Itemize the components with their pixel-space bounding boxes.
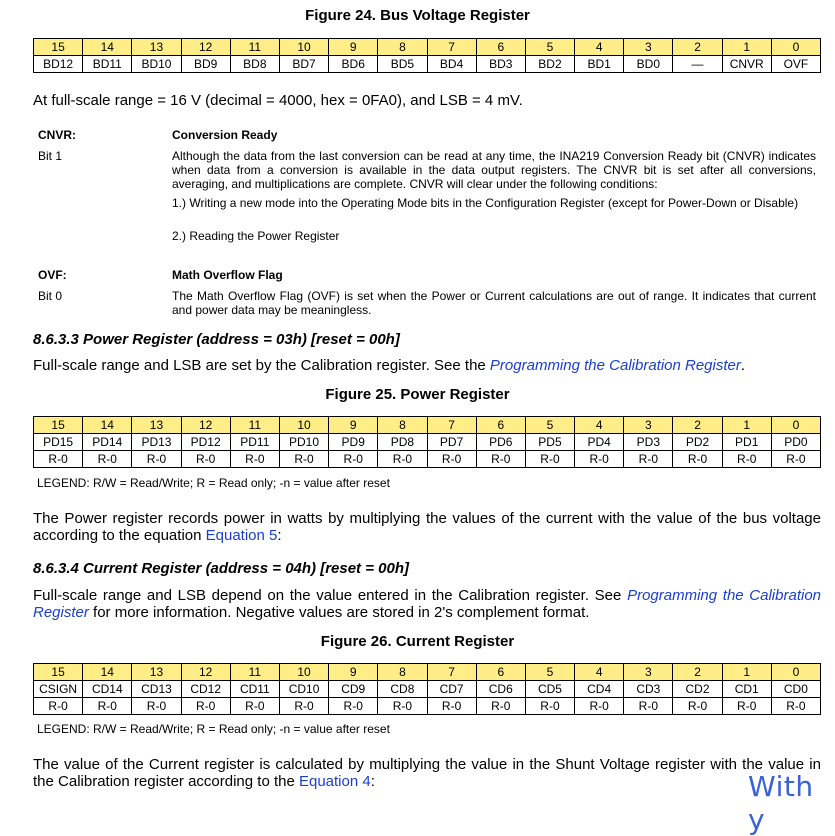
register-cell: 2: [673, 664, 722, 681]
register-cell: 2: [673, 417, 722, 434]
register-cell: 9: [329, 39, 378, 56]
register-cell: 14: [83, 417, 132, 434]
register-cell: 7: [427, 39, 476, 56]
power-desc-text: The Power register records power in watts by multiplying the values of the current with the value of the bus voltage according to the equation: [33, 510, 821, 544]
register-cell: PD12: [181, 434, 230, 451]
bit-number-row: [34, 417, 821, 434]
register-cell: 7: [427, 664, 476, 681]
register-cell: 13: [132, 417, 181, 434]
current-register-intro: [33, 587, 821, 621]
register-cell: R-0: [673, 451, 722, 468]
register-cell: 0: [771, 664, 820, 681]
register-cell: 9: [329, 417, 378, 434]
register-cell: 5: [525, 417, 574, 434]
register-cell: 12: [181, 664, 230, 681]
bus-voltage-register-table: [33, 38, 821, 73]
register-cell: CD10: [279, 681, 328, 698]
cnvr-condition-2: 2.) Reading the Power Register: [172, 229, 340, 243]
power-intro-text: Full-scale range and LSB are set by the Calibration register. See the: [33, 357, 490, 374]
register-cell: R-0: [722, 451, 771, 468]
register-cell: R-0: [624, 451, 673, 468]
register-cell: 11: [230, 664, 279, 681]
register-cell: PD15: [34, 434, 83, 451]
register-cell: R-0: [427, 698, 476, 715]
register-cell: R-0: [230, 698, 279, 715]
register-cell: CD3: [624, 681, 673, 698]
register-cell: PD6: [476, 434, 525, 451]
register-cell: R-0: [230, 451, 279, 468]
register-cell: BD8: [230, 56, 279, 73]
register-cell: R-0: [575, 451, 624, 468]
current-intro-tail: for more information. Negative values are stored in 2's complement format.: [88, 604, 590, 621]
register-cell: PD11: [230, 434, 279, 451]
register-cell: CD9: [329, 681, 378, 698]
register-cell: 1: [722, 417, 771, 434]
register-cell: CD8: [378, 681, 427, 698]
register-cell: 1: [722, 664, 771, 681]
register-cell: 3: [624, 664, 673, 681]
register-cell: BD10: [132, 56, 181, 73]
current-register-heading: 8.6.3.4 Current Register (address = 04h) [reset = 00h]: [33, 560, 409, 577]
cnvr-field-name: CNVR:: [38, 128, 76, 142]
register-cell: PD1: [722, 434, 771, 451]
register-cell: R-0: [673, 698, 722, 715]
ovf-field-name: OVF:: [38, 268, 67, 282]
register-cell: PD2: [673, 434, 722, 451]
register-cell: PD0: [771, 434, 820, 451]
register-cell: 15: [34, 39, 83, 56]
power-desc-tail: :: [277, 527, 282, 544]
register-cell: 3: [624, 417, 673, 434]
register-cell: 0: [771, 417, 820, 434]
register-cell: 10: [279, 417, 328, 434]
register-cell: R-0: [34, 698, 83, 715]
register-cell: PD13: [132, 434, 181, 451]
register-cell: R-0: [329, 451, 378, 468]
register-cell: PD9: [329, 434, 378, 451]
register-cell: BD0: [624, 56, 673, 73]
register-cell: PD5: [525, 434, 574, 451]
bit-name-row: [34, 434, 821, 451]
register-cell: 8: [378, 417, 427, 434]
register-cell: 5: [525, 664, 574, 681]
register-cell: 12: [181, 39, 230, 56]
register-cell: R-0: [181, 451, 230, 468]
power-register-heading: 8.6.3.3 Power Register (address = 03h) [reset = 00h]: [33, 331, 400, 348]
current-desc-text: The value of the Current register is calculated by multiplying the value in the Shunt Voltage register with the value in the Calibration register according to the: [33, 756, 821, 790]
register-cell: 0: [771, 39, 820, 56]
register-cell: R-0: [427, 451, 476, 468]
register-cell: 5: [525, 39, 574, 56]
register-cell: R-0: [279, 451, 328, 468]
register-cell: R-0: [83, 451, 132, 468]
register-cell: R-0: [132, 451, 181, 468]
register-cell: 1: [722, 39, 771, 56]
register-cell: R-0: [771, 451, 820, 468]
register-cell: R-0: [378, 451, 427, 468]
register-cell: R-0: [525, 698, 574, 715]
cnvr-condition-1: 1.) Writing a new mode into the Operating Mode bits in the Configuration Register (except for Power-Down or Disable): [172, 196, 799, 210]
register-cell: CD12: [181, 681, 230, 698]
calibration-register-link[interactable]: Programming the Calibration Register: [489, 357, 741, 374]
register-cell: PD10: [279, 434, 328, 451]
register-cell: 6: [476, 417, 525, 434]
register-cell: PD4: [575, 434, 624, 451]
register-cell: 10: [279, 39, 328, 56]
register-cell: 4: [575, 417, 624, 434]
current-desc-tail: :: [370, 773, 375, 790]
equation-4-link[interactable]: Equation 4: [298, 773, 371, 790]
register-cell: —: [673, 56, 722, 73]
register-cell: R-0: [132, 698, 181, 715]
register-cell: 2: [673, 39, 722, 56]
register-cell: 15: [34, 664, 83, 681]
register-cell: 8: [378, 664, 427, 681]
register-cell: R-0: [476, 451, 525, 468]
register-cell: 13: [132, 39, 181, 56]
register-cell: 4: [575, 664, 624, 681]
figure-26-title: Figure 26. Current Register: [320, 633, 515, 650]
register-cell: CSIGN: [34, 681, 83, 698]
cnvr-bit-label: Bit 1: [38, 149, 63, 163]
register-cell: R-0: [575, 698, 624, 715]
ovf-field-title: Math Overflow Flag: [172, 268, 283, 282]
register-cell: BD2: [525, 56, 574, 73]
current-intro-text: Full-scale range and LSB depend on the value entered in the Calibration register. See: [33, 587, 628, 604]
register-cell: BD4: [427, 56, 476, 73]
power-register-description: [33, 510, 821, 544]
register-cell: 8: [378, 39, 427, 56]
ovf-description: The Math Overflow Flag (OVF) is set when the Power or Current calculations are out of range. It indicates that current and power data may be meaningless.: [172, 289, 816, 317]
bit-number-row: [34, 664, 821, 681]
bit-access-row: [34, 698, 821, 715]
bit-name-row: [34, 681, 821, 698]
register-cell: 4: [575, 39, 624, 56]
register-cell: BD1: [575, 56, 624, 73]
register-cell: CD0: [771, 681, 820, 698]
register-cell: R-0: [329, 698, 378, 715]
register-cell: 15: [34, 417, 83, 434]
register-cell: PD14: [83, 434, 132, 451]
register-cell: BD3: [476, 56, 525, 73]
register-cell: 11: [230, 417, 279, 434]
register-cell: CD11: [230, 681, 279, 698]
register-cell: BD12: [34, 56, 83, 73]
register-cell: BD9: [181, 56, 230, 73]
current-register-legend: LEGEND: R/W = Read/Write; R = Read only; -n = value after reset: [37, 722, 390, 736]
register-cell: 12: [181, 417, 230, 434]
register-cell: CD6: [476, 681, 525, 698]
current-register-table: [33, 663, 821, 715]
register-cell: PD8: [378, 434, 427, 451]
register-cell: R-0: [83, 698, 132, 715]
register-cell: 13: [132, 664, 181, 681]
current-register-description: [33, 756, 821, 790]
register-cell: CD2: [673, 681, 722, 698]
register-cell: R-0: [378, 698, 427, 715]
cnvr-field-title: Conversion Ready: [172, 128, 278, 142]
register-cell: BD7: [279, 56, 328, 73]
register-cell: CD7: [427, 681, 476, 698]
fullscale-text: At full-scale range = 16 V (decimal = 4000, hex = 0FA0), and LSB = 4 mV.: [33, 92, 523, 109]
register-cell: 9: [329, 664, 378, 681]
register-cell: 6: [476, 664, 525, 681]
register-cell: CNVR: [722, 56, 771, 73]
power-register-intro: [33, 357, 821, 374]
figure-25-title: Figure 25. Power Register: [325, 386, 510, 403]
figure-24-title: Figure 24. Bus Voltage Register: [305, 7, 530, 24]
cnvr-description: Although the data from the last conversion can be read at any time, the INA219 Conversion Ready bit (CNVR) indicates when data from a conversion is available in the data output registers. The CNVR bit is set after all conversions, averaging, and multiplications are complete. CNVR will clear under the following conditions:: [172, 149, 816, 191]
register-cell: R-0: [722, 698, 771, 715]
equation-5-link[interactable]: Equation 5: [205, 527, 278, 544]
register-cell: 14: [83, 39, 132, 56]
register-cell: 11: [230, 39, 279, 56]
register-cell: BD6: [329, 56, 378, 73]
register-cell: R-0: [476, 698, 525, 715]
register-cell: BD5: [378, 56, 427, 73]
register-cell: OVF: [771, 56, 820, 73]
bit-name-row: [34, 56, 821, 73]
bit-access-row: [34, 451, 821, 468]
bit-number-row: [34, 39, 821, 56]
register-cell: R-0: [279, 698, 328, 715]
power-register-legend: LEGEND: R/W = Read/Write; R = Read only; -n = value after reset: [37, 476, 390, 490]
register-cell: PD7: [427, 434, 476, 451]
register-cell: 3: [624, 39, 673, 56]
ovf-bit-label: Bit 0: [38, 289, 63, 303]
watermark-overlay: With y: [748, 770, 814, 836]
register-cell: 10: [279, 664, 328, 681]
power-register-table: [33, 416, 821, 468]
register-cell: BD11: [83, 56, 132, 73]
register-cell: CD5: [525, 681, 574, 698]
register-cell: R-0: [771, 698, 820, 715]
register-cell: R-0: [624, 698, 673, 715]
register-cell: PD3: [624, 434, 673, 451]
register-cell: R-0: [34, 451, 83, 468]
register-cell: CD1: [722, 681, 771, 698]
power-intro-tail: .: [740, 357, 746, 374]
register-cell: 7: [427, 417, 476, 434]
register-cell: 14: [83, 664, 132, 681]
register-cell: CD4: [575, 681, 624, 698]
calibration-register-link[interactable]: Programming the Calibration Register: [33, 587, 822, 621]
register-cell: R-0: [525, 451, 574, 468]
register-cell: R-0: [181, 698, 230, 715]
register-cell: CD13: [132, 681, 181, 698]
register-cell: 6: [476, 39, 525, 56]
register-cell: CD14: [83, 681, 132, 698]
